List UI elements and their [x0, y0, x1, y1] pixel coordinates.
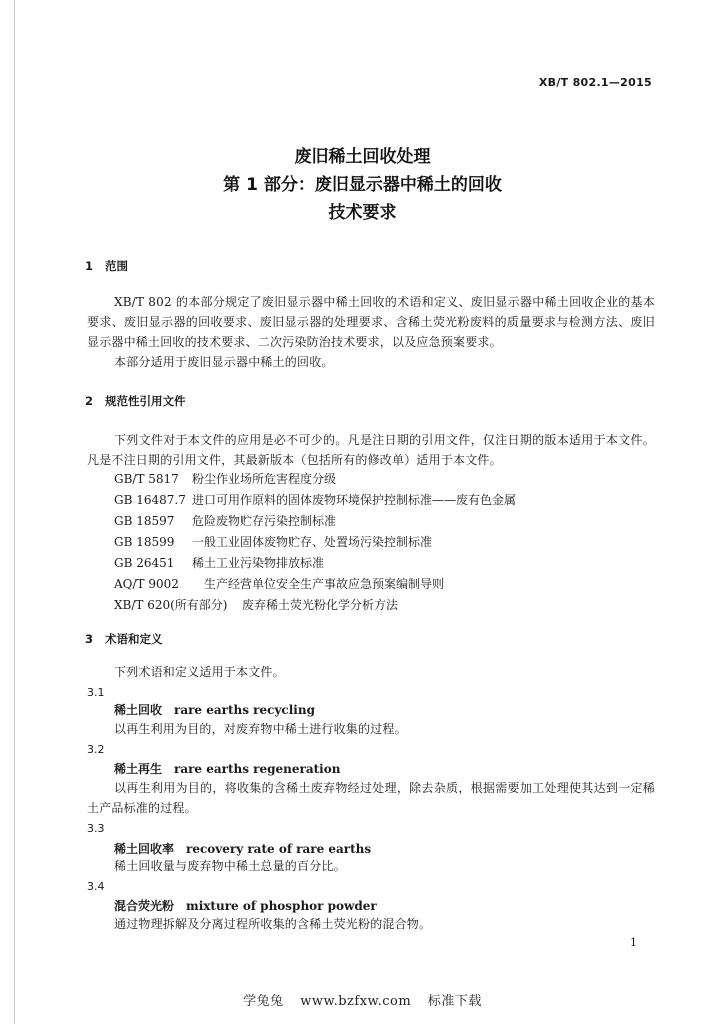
- section-3-heading: [85, 631, 163, 647]
- section-number: 2: [85, 394, 94, 408]
- watermark-footer: [0, 990, 725, 1009]
- reference-code: AQ/T 9002: [114, 577, 179, 591]
- reference-code: GB 26451: [114, 556, 175, 570]
- reference-code: GB 18597: [114, 514, 175, 528]
- title-line-1: 废旧稀土回收处理: [294, 147, 431, 167]
- section-number: 3: [85, 632, 94, 646]
- term-chinese: 稀土再生: [114, 762, 163, 776]
- section-1-scope: 本部分适用于废旧显示器中稀土的回收。: [114, 355, 334, 369]
- reference-item: [114, 491, 516, 509]
- term-definition: 稀土回收量与废弃物中稀土总量的百分比。: [114, 859, 346, 873]
- reference-code: GB/T 5817: [114, 472, 179, 486]
- reference-code: GB 16487.7: [114, 493, 186, 507]
- term-heading: [114, 840, 371, 857]
- footer-url[interactable]: www.bzfxw.com: [300, 994, 412, 1009]
- term-definition: 以再生利用为目的，将收集的含稀土废弃物经过处理，除去杂质，根据需要加工处理使其达到一定稀土产品标准的过程。: [87, 781, 655, 815]
- section-2-heading: [85, 393, 186, 409]
- term-heading: [114, 701, 315, 718]
- reference-item: [114, 512, 336, 530]
- section-1-heading: [85, 258, 128, 274]
- reference-title: 生产经营单位安全生产事故应急预案编制导则: [204, 577, 445, 591]
- reference-title: 稀土工业污染物排放标准: [192, 556, 325, 570]
- term-heading: [114, 897, 377, 914]
- reference-title: 危险废物贮存污染控制标准: [192, 514, 337, 528]
- reference-item: [114, 470, 336, 488]
- term-number: 3.4: [87, 880, 105, 893]
- reference-title: 进口可用作原料的固体废物环境保护控制标准——废有色金属: [192, 493, 517, 507]
- term-definition: 通过物理拆解及分离过程所收集的含稀土荧光粉的混合物。: [114, 917, 432, 931]
- title-line-2: 第 1 部分：废旧显示器中稀土的回收: [223, 175, 502, 195]
- page-number: 1: [630, 936, 637, 949]
- footer-site-name: 学兔兔: [243, 994, 284, 1009]
- reference-item: [114, 533, 432, 551]
- section-title: 术语和定义: [105, 632, 163, 646]
- title-line-3: 技术要求: [328, 203, 397, 223]
- term-chinese: 混合荧光粉: [114, 899, 175, 913]
- term-english: recovery rate of rare earths: [186, 842, 372, 856]
- reference-item: [114, 575, 444, 593]
- term-chinese: 稀土回收率: [114, 842, 175, 856]
- term-number: 3.3: [87, 822, 105, 835]
- reference-title: 粉尘作业场所危害程度分级: [192, 472, 337, 486]
- reference-title: 一般工业固体废物贮存、处置场污染控制标准: [192, 535, 433, 549]
- reference-item: [114, 554, 324, 572]
- reference-title: 废弃稀土荧光粉化学分析方法: [242, 598, 399, 612]
- term-english: rare earths regeneration: [174, 762, 341, 776]
- standard-code: XB/T 802.1—2015: [538, 76, 652, 89]
- section-2-intro: 下列文件对于本文件的应用是必不可少的。凡是注日期的引用文件，仅注日期的版本适用于本文件。凡是不注日期的引用文件，其最新版本（包括所有的修改单）适用于本文件。: [87, 433, 655, 467]
- reference-code: XB/T 620(所有部分): [114, 598, 228, 612]
- term-number: 3.2: [87, 743, 105, 756]
- term-english: rare earths recycling: [174, 703, 315, 717]
- section-number: 1: [85, 259, 94, 273]
- term-heading: [114, 760, 340, 777]
- reference-item: [114, 596, 398, 614]
- footer-tagline: 标准下载: [427, 994, 482, 1009]
- term-definition: 以再生利用为目的，对废弃物中稀土进行收集的过程。: [114, 722, 407, 736]
- section-title: 范围: [105, 259, 128, 273]
- term-number: 3.1: [87, 686, 105, 699]
- reference-code: GB 18599: [114, 535, 175, 549]
- term-chinese: 稀土回收: [114, 703, 163, 717]
- section-3-intro: 下列术语和定义适用于本文件。: [114, 665, 285, 679]
- section-title: 规范性引用文件: [105, 394, 186, 408]
- term-english: mixture of phosphor powder: [186, 899, 377, 913]
- section-1-paragraph: XB/T 802 的本部分规定了废旧显示器中稀土回收的术语和定义、废旧显示器中稀土回收企业的基本要求、废旧显示器的回收要求、废旧显示器的处理要求、含稀土荧光粉废料的质量要求与检测方法、废旧显示器中稀土回收的技术要求、二次污染防治技术要求，以及应急预案要求。: [87, 295, 655, 349]
